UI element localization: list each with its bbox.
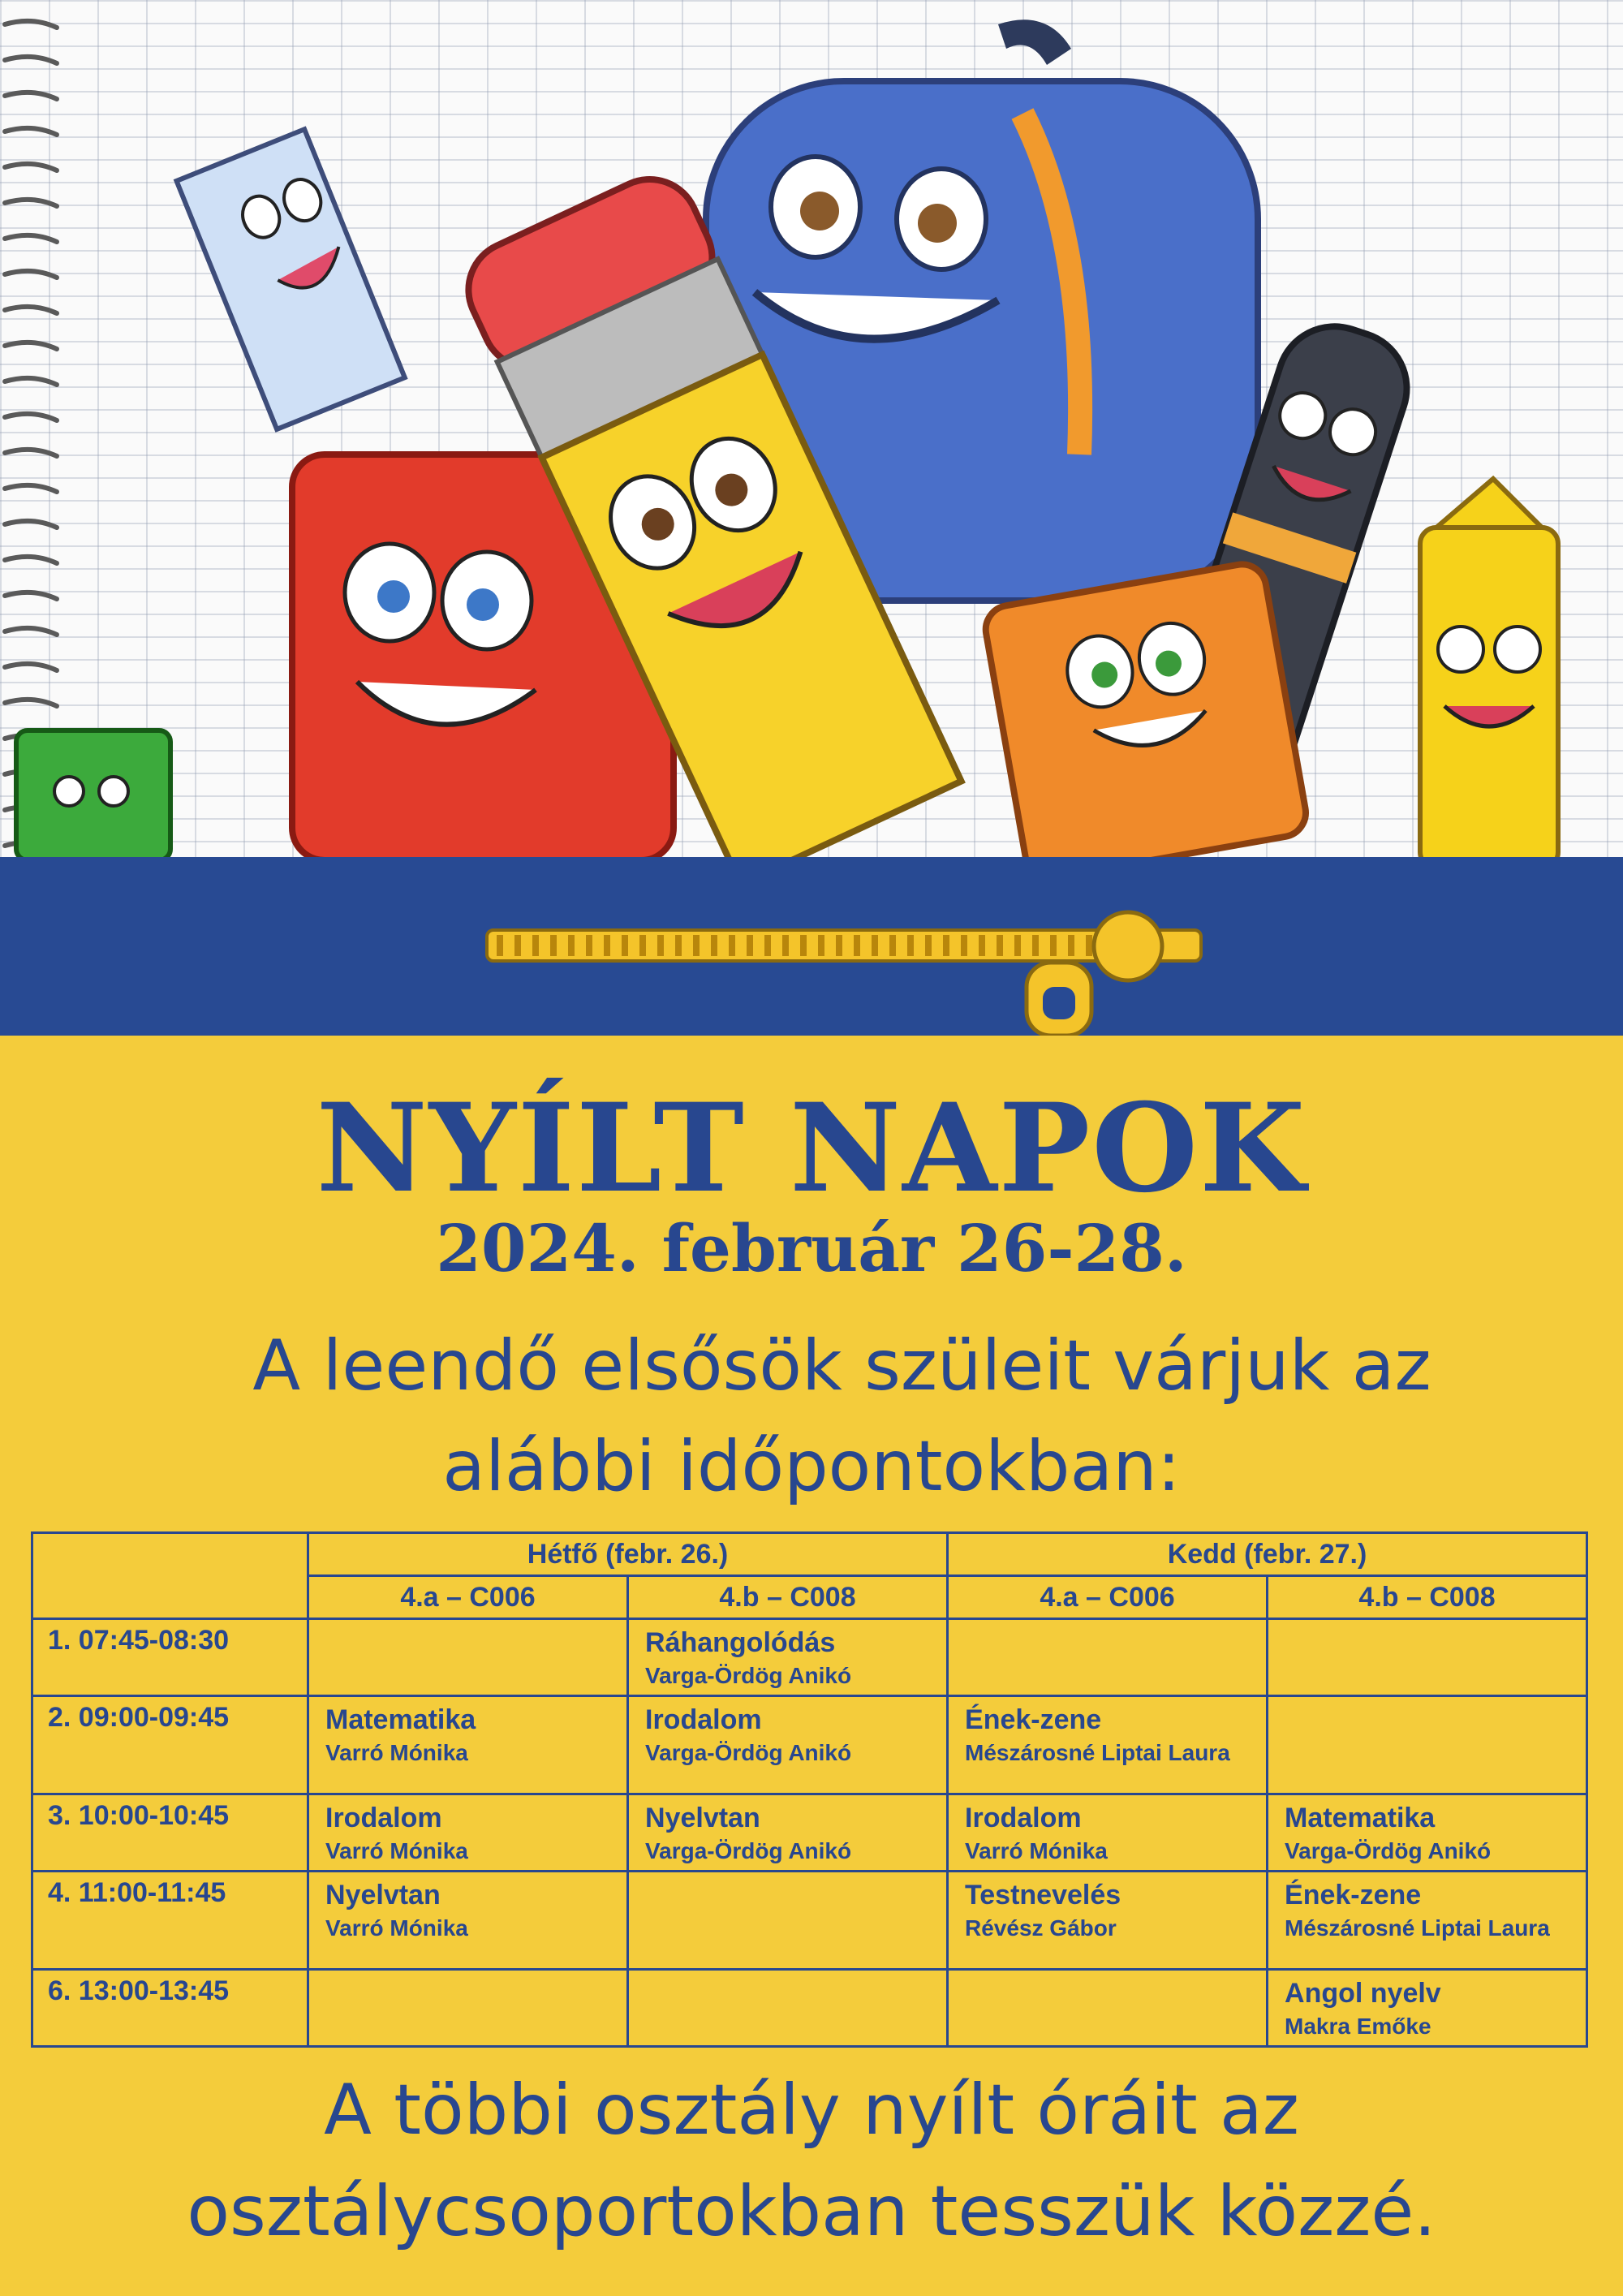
teacher-label: Varga-Ördög Anikó: [645, 1740, 852, 1765]
intro-line-1: A leendő elsősök szüleit várjuk az: [252, 1325, 1431, 1406]
teacher-label: Varró Mónika: [965, 1838, 1108, 1863]
table-row: [32, 1794, 1587, 1872]
day-header-tuesday: Kedd (febr. 27.): [948, 1533, 1587, 1576]
lesson-cell: [1268, 1970, 1587, 2047]
zipper-icon: [0, 857, 1623, 1036]
footer-line-2: osztálycsoportokban tesszük közzé.: [187, 2171, 1436, 2252]
lesson-cell: [628, 1619, 948, 1696]
class-header: 4.b – C008: [1268, 1576, 1587, 1619]
lesson-cell: [948, 1970, 1268, 2047]
teacher-label: Varga-Ördög Anikó: [1285, 1838, 1492, 1863]
hero-illustration: [0, 0, 1623, 857]
teacher-label: Varró Mónika: [325, 1915, 468, 1941]
time-slot: 2. 09:00-09:45: [32, 1696, 308, 1794]
lesson-cell: [1268, 1794, 1587, 1872]
lesson-cell: [308, 1619, 628, 1696]
time-slot: 6. 13:00-13:45: [32, 1970, 308, 2047]
page-title: NYÍLT NAPOK: [316, 1077, 1307, 1220]
zipper-band: [0, 857, 1623, 1036]
lesson-cell: [948, 1619, 1268, 1696]
teacher-label: Mészárosné Liptai Laura: [1285, 1915, 1550, 1941]
class-header: 4.a – C006: [308, 1576, 628, 1619]
lesson-cell: [308, 1794, 628, 1872]
lesson-cell: [308, 1872, 628, 1970]
sharpener-icon: [16, 730, 170, 857]
table-row: [32, 1619, 1587, 1696]
subject-label: Nyelvtan: [645, 1803, 760, 1833]
class-header: 4.a – C006: [948, 1576, 1268, 1619]
table-row: [32, 1696, 1587, 1794]
event-date: 2024. február 26-28.: [436, 1210, 1187, 1286]
intro-line-2: alábbi időpontokban:: [442, 1426, 1181, 1507]
subject-label: Testnevelés: [965, 1880, 1121, 1910]
corner-cell: [32, 1533, 308, 1619]
time-slot: 4. 11:00-11:45: [32, 1872, 308, 1970]
table-row: [32, 1970, 1587, 2047]
lesson-cell: [1268, 1872, 1587, 1970]
subject-label: Irodalom: [325, 1803, 442, 1833]
lesson-cell: [628, 1872, 948, 1970]
teacher-label: Varga-Ördög Anikó: [645, 1838, 852, 1863]
time-slot: 1. 07:45-08:30: [32, 1619, 308, 1696]
teacher-label: Varró Mónika: [325, 1838, 468, 1863]
lesson-cell: [948, 1794, 1268, 1872]
notebook-icon: [982, 561, 1310, 857]
lesson-cell: [308, 1696, 628, 1794]
subject-label: Matematika: [1285, 1803, 1436, 1833]
subject-label: Ének-zene: [1285, 1880, 1422, 1910]
subject-label: Nyelvtan: [325, 1880, 441, 1910]
time-slot: 3. 10:00-10:45: [32, 1794, 308, 1872]
subject-label: Ének-zene: [965, 1704, 1102, 1735]
teacher-label: Makra Emőke: [1285, 2014, 1431, 2039]
subject-label: Irodalom: [965, 1803, 1082, 1833]
lesson-cell: [948, 1696, 1268, 1794]
lesson-cell: [628, 1970, 948, 2047]
schedule-table: [31, 1531, 1588, 2048]
subject-label: Angol nyelv: [1285, 1978, 1441, 2009]
subject-label: Irodalom: [645, 1704, 762, 1735]
lesson-cell: [628, 1794, 948, 1872]
lesson-cell: [628, 1696, 948, 1794]
class-header: 4.b – C008: [628, 1576, 948, 1619]
teacher-label: Varró Mónika: [325, 1740, 468, 1765]
day-header-monday: Hétfő (febr. 26.): [308, 1533, 948, 1576]
subject-label: Ráhangolódás: [645, 1627, 836, 1658]
lesson-cell: [308, 1970, 628, 2047]
crayon-icon: [1420, 479, 1558, 857]
table-row: [32, 1872, 1587, 1970]
lesson-cell: [948, 1872, 1268, 1970]
ruler-icon: [177, 129, 405, 429]
lesson-cell: [1268, 1619, 1587, 1696]
lesson-cell: [1268, 1696, 1587, 1794]
footer-line-1: A többi osztály nyílt óráit az: [324, 2070, 1299, 2151]
teacher-label: Mészárosné Liptai Laura: [965, 1740, 1230, 1765]
teacher-label: Révész Gábor: [965, 1915, 1117, 1941]
teacher-label: Varga-Ördög Anikó: [645, 1663, 852, 1688]
subject-label: Matematika: [325, 1704, 476, 1735]
school-supplies-characters: [0, 0, 1623, 857]
